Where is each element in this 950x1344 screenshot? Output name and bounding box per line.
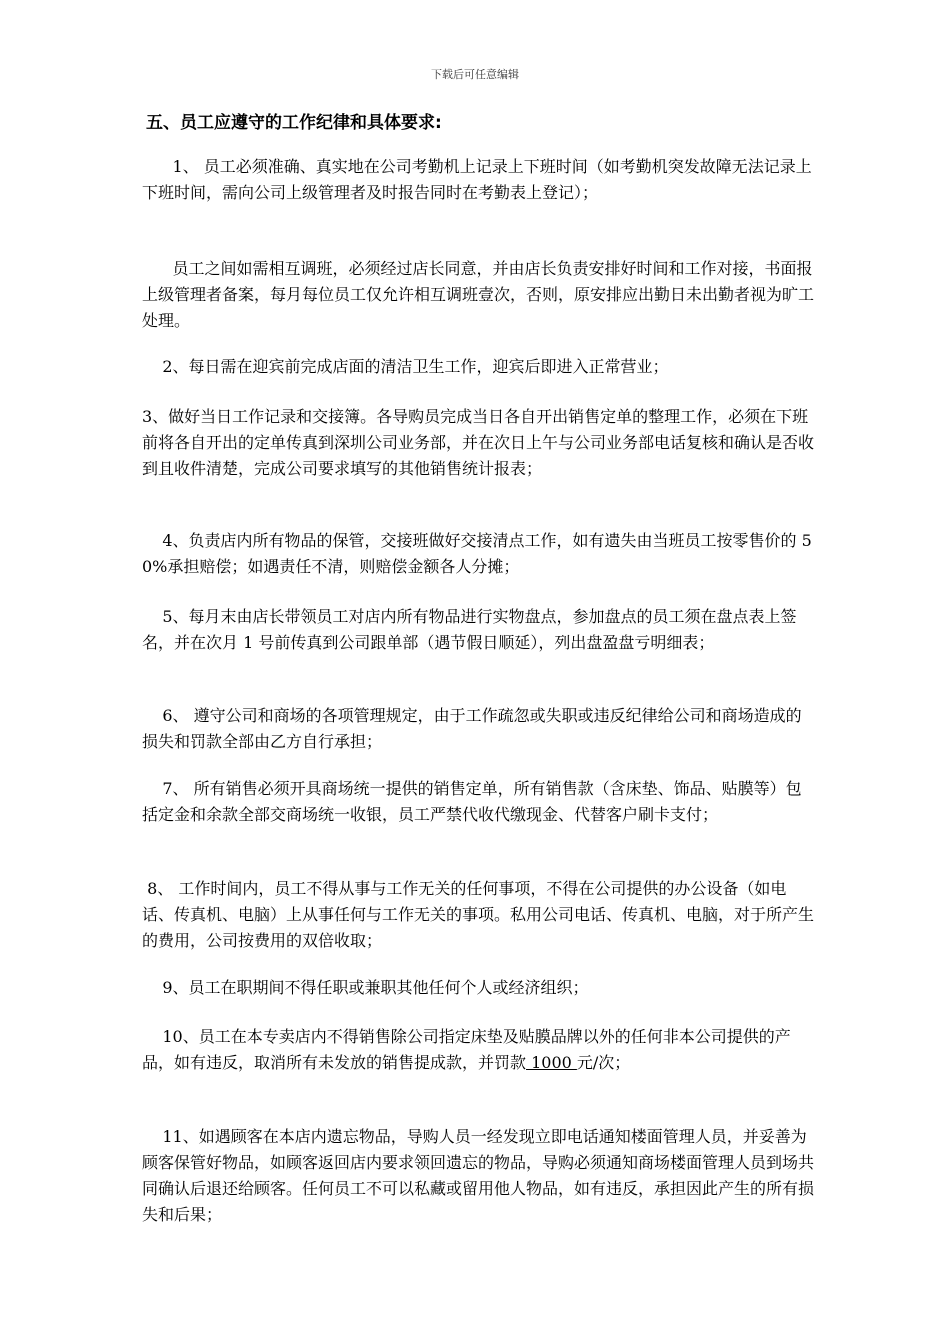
section-title: 五、员工应遵守的工作纪律和具体要求: [146,113,442,133]
paragraph-7: 6、 遵守公司和商场的各项管理规定，由于工作疏忽或失职或违反纪律给公司和商场造成的损失和罚款全部由乙方自行承担； [142,706,802,751]
paragraph-11-tail: 元/次； [576,1053,631,1072]
paragraph-9: 8、 工作时间内，员工不得从事与工作无关的任何事项，不得在公司提供的办公设备（如电话、传真机、电脑）上从事任何与工作无关的事项。私用公司电话、传真机、电脑，对于所产生的费用，公司按费用的双倍收取； [142,879,815,950]
paragraph-4: 3、做好当日工作记录和交接簿。各导购员完成当日各自开出销售定单的整理工作，必须在下班前将各自开出的定单传真到深圳公司业务部，并在次日上午与公司业务部电话复核和确认是否收到且收件清楚，完成公司要求填写的其他销售统计报表； [142,407,815,478]
page-header-note: 下载后可任意编辑 [431,68,519,81]
paragraph-6: 5、每月末由店长带领员工对店内所有物品进行实物盘点，参加盘点的员工须在盘点表上签名，并在次月 1 号前传真到公司跟单部（遇节假日顺延），列出盘盈盘亏明细表； [142,607,797,652]
paragraph-5: 4、负责店内所有物品的保管，交接班做好交接清点工作，如有遗失由当班员工按零售价的 50%承担赔偿；如遇责任不清，则赔偿金额各人分摊； [142,531,812,576]
paragraph-3: 2、每日需在迎宾前完成店面的清洁卫生工作，迎宾后即进入正常营业； [142,357,669,376]
paragraph-12: 11、如遇顾客在本店内遗忘物品，导购人员一经发现立即电话通知楼面管理人员，并妥善为顾客保管好物品，如顾客返回店内要求领回遗忘的物品，导购必须通知商场楼面管理人员到场共同确认后退还给顾客。任何员工不可以私藏或留用他人物品，如有违反，承担因此产生的所有损失和后果； [142,1127,815,1224]
paragraph-1: 1、 员工必须准确、真实地在公司考勤机上记录上下班时间（如考勤机突发故障无法记录上下班时间，需向公司上级管理者及时报告同时在考勤表上登记）； [142,157,812,202]
paragraph-8: 7、 所有销售必须开具商场统一提供的销售定单，所有销售款（含床垫、饰品、贴膜等）包括定金和余款全部交商场统一收银，员工严禁代收代缴现金、代替客户刷卡支付； [142,779,802,824]
paragraph-10: 9、员工在职期间不得任职或兼职其他任何个人或经济组织； [142,978,589,997]
paragraph-11 [142,1024,814,1076]
paragraph-11-text: 10、员工在本专卖店内不得销售除公司指定床垫及贴膜品牌以外的任何非本公司提供的产品，如有违反，取消所有未发放的销售提成款，并罚款 [142,1027,791,1072]
paragraph-2: 员工之间如需相互调班，必须经过店长同意，并由店长负责安排好时间和工作对接，书面报上级管理者备案，每月每位员工仅允许相互调班壹次，否则，原安排应出勤日未出勤者视为旷工处理。 [142,259,815,330]
fine-amount: 1000 [526,1053,577,1072]
